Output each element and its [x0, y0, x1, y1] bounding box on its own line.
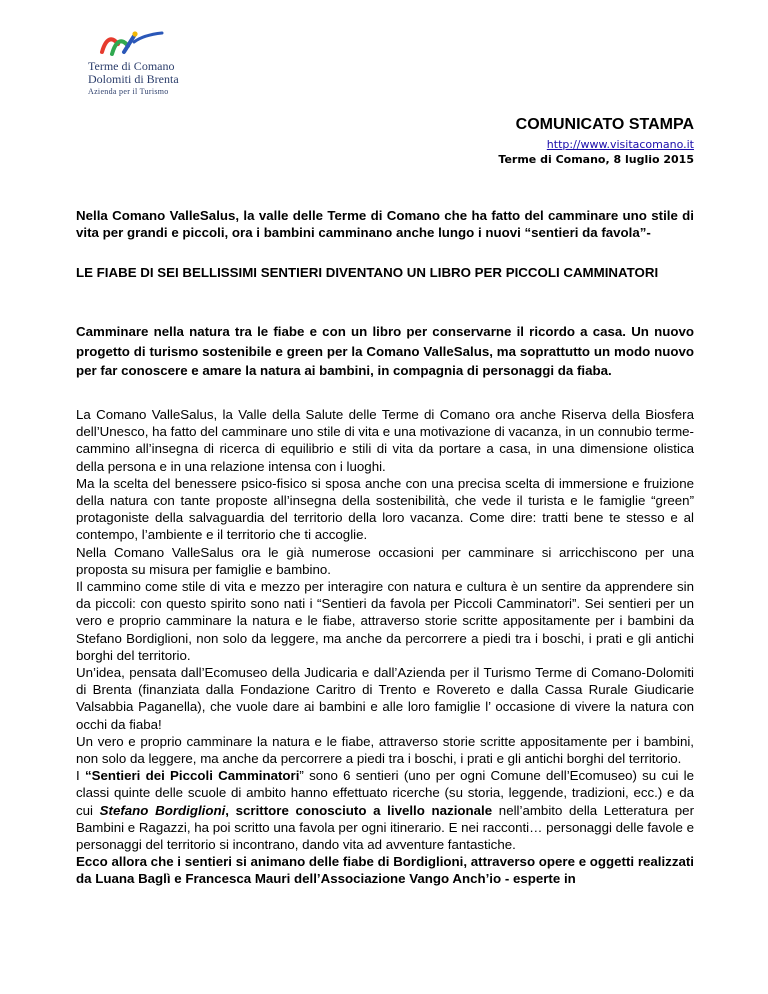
paragraph-6: Un vero e proprio camminare la natura e le fiabe, attraverso storie scritte appositamente per i bambini, non solo da leggere, ma anche da percorrere a piedi tra i boschi, i prati e gli antichi borghi del territorio.: [76, 733, 694, 767]
walking-figures-icon: [94, 30, 164, 60]
logo-line-2: Dolomiti di Brenta: [88, 72, 179, 86]
paragraph-5: Un’idea, pensata dall’Ecomuseo della Judicaria e dall’Azienda per il Turismo Terme di Comano-Dolomiti di Brenta (finanziata dalla Fondazione Caritro di Trento e Rovereto e dalla Cassa Rurale Giudicarie Valsabbia Paganella), che vuole dare ai bambini e alle loro famiglie l’ occasione di vivere la natura con occhi da fiaba!: [76, 665, 694, 732]
main-text: [76, 406, 694, 888]
logo-line-1: Terme di Comano: [88, 59, 175, 73]
p7-text-f: nell’ambito della Letteratura per Bambini e Ragazzi, ha poi scritto una favola per ogni itinerario. E nei racconti… personaggi delle favole e personaggi del territorio si incontrano, dando vita ad avventure fantastiche.: [76, 802, 695, 853]
paragraph-3: Nella Comano ValleSalus ora le già numerose occasioni per camminare si arricchiscono per una proposta su misura per famiglie e bambino.: [76, 544, 694, 577]
paragraph-7: [76, 767, 694, 853]
dateline: Terme di Comano, 8 luglio 2015: [498, 153, 694, 166]
logo-line-3: Azienda per il Turismo: [88, 87, 169, 96]
logo: [88, 30, 208, 102]
website-link[interactable]: http://www.visitacomano.it: [546, 138, 694, 151]
paragraph-4: Il cammino come stile di vita e mezzo per interagire con natura e cultura è un sentire da apprendere sin da piccoli: con questo spirito sono nati i “Sentieri da favola per Piccoli Camminatori”. Sei sentieri per un vero e proprio camminare la natura e le fiabe, attraverso storie scritte appositamente per i bambini da Stefano Bordiglioni, non solo da leggere, ma anche da percorrere a piedi tra i boschi, i prati e gli antichi borghi del territorio.: [76, 579, 694, 663]
lead-paragraph: Nella Comano ValleSalus, la valle delle Terme di Comano che ha fatto del camminare uno stile di vita per grandi e piccoli, ora i bambini camminano anche lungo i nuovi “sentieri da favola”-: [76, 208, 694, 241]
document-title: COMUNICATO STAMPA: [515, 116, 694, 133]
p7-sentieri-title: “Sentieri dei Piccoli Camminatori: [84, 768, 300, 784]
paragraph-2: Ma la scelta del benessere psico-fisico si sposa anche con una precisa scelta di immersione e fruizione della natura con tante proposte all’insegna della sostenibilità, che vede il turista e le famiglie “green” protagoniste della salvaguardia del territorio della loro vacanza. Come dire: tratti bene te stesso e al contempo, l’ambiente e il territorio che ti accoglie.: [76, 475, 694, 543]
p7-text-a: I: [76, 768, 85, 784]
paragraph-1: La Comano ValleSalus, la Valle della Salute delle Terme di Comano ora anche Riserva della Biosfera dell’Unesco, ha fatto del camminare uno stile di vita e una motivazione di vacanza, in un connubio terme-cammino all’insegna di ricerca di equilibrio e stili di vita da portare a casa, in una dimensione olistica della persona e in una relazione intensa con i luoghi.: [76, 407, 694, 474]
headline: LE FIABE DI SEI BELLISSIMI SENTIERI DIVENTANO UN LIBRO PER PICCOLI CAMMINATORI: [76, 265, 659, 280]
p7-author-name: Stefano Bordiglioni: [99, 802, 226, 818]
subheading: Camminare nella natura tra le fiabe e con un libro per conservarne il ricordo a casa. Un nuovo progetto di turismo sostenibile e green per la Comano ValleSalus, ma soprattutto un modo nuovo per far conoscere e amare la natura ai bambini, in compagnia di personaggi da fiaba.: [76, 324, 694, 378]
paragraph-8: Ecco allora che i sentieri si animano delle fiabe di Bordiglioni, attraverso opere e oggetti realizzati da Luana Baglì e Francesca Mauri dell’Associazione Vango Anch’io - esperte in: [76, 854, 694, 887]
p7-text-c: ” sono 6 sentieri (uno per ogni Comune dell’Ecomuseo) su cui le classi quinte delle scuole di ambito hanno effettuato ricerche (su storia, leggende, tradizioni, ecc.) e da cui: [76, 768, 695, 818]
p7-author-desc: , scrittore conosciuto a livello nazionale: [225, 802, 493, 818]
